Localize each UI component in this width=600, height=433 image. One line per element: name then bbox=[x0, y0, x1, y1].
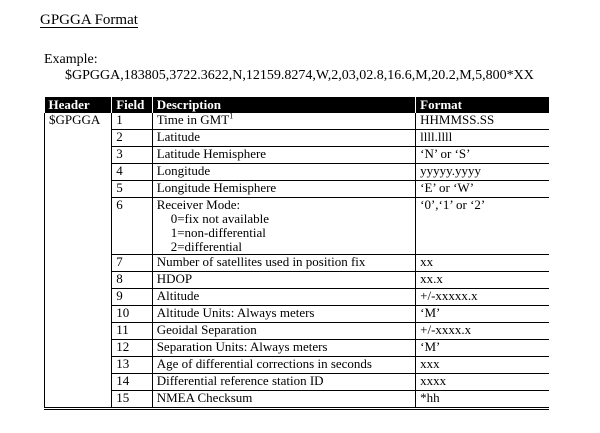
format-cell: +/-xxxx.x bbox=[416, 323, 549, 340]
gpgga-format-table bbox=[44, 97, 549, 408]
description-cell bbox=[152, 164, 415, 181]
header-cell bbox=[45, 391, 112, 408]
column-header-description: Description bbox=[152, 97, 415, 113]
field-number-cell: 13 bbox=[112, 357, 153, 374]
format-cell: HHMMSS.SS bbox=[416, 113, 549, 130]
table-row bbox=[45, 164, 550, 181]
description-cell bbox=[152, 323, 415, 340]
table-row bbox=[45, 255, 550, 272]
field-number-cell: 15 bbox=[112, 391, 153, 408]
field-number-cell: 11 bbox=[112, 323, 153, 340]
header-cell bbox=[45, 340, 112, 357]
description-text: Geoidal Separation bbox=[156, 322, 257, 337]
table-row bbox=[45, 147, 550, 164]
description-cell bbox=[152, 340, 415, 357]
table-row bbox=[45, 198, 550, 255]
format-cell: xxxx bbox=[416, 374, 549, 391]
description-text: Longitude bbox=[156, 163, 211, 178]
table-header-row bbox=[45, 97, 550, 113]
description-text: Separation Units: Always meters bbox=[156, 339, 328, 354]
header-cell bbox=[45, 130, 112, 147]
header-cell bbox=[45, 198, 112, 255]
description-cell bbox=[152, 147, 415, 164]
header-cell bbox=[45, 255, 112, 272]
field-number-cell: 5 bbox=[112, 181, 153, 198]
table-row bbox=[45, 357, 550, 374]
example-sentence: $GPGGA,183805,3722.3622,N,12159.8274,W,2,03,02.8,16.6,M,20.2,M,5,800*XX bbox=[65, 68, 534, 83]
header-cell bbox=[45, 323, 112, 340]
receiver-mode-option: 1=non-differential bbox=[170, 225, 266, 240]
format-cell: ‘E’ or ‘W’ bbox=[416, 181, 549, 198]
description-cell bbox=[152, 255, 415, 272]
description-text: Age of differential corrections in seconds bbox=[156, 356, 372, 371]
description-text: NMEA Checksum bbox=[156, 390, 253, 405]
field-number-cell: 6 bbox=[112, 198, 153, 255]
table-row bbox=[45, 374, 550, 391]
format-cell: *hh bbox=[416, 391, 549, 408]
header-cell bbox=[45, 272, 112, 289]
table-row bbox=[45, 340, 550, 357]
format-cell: llll.llll bbox=[416, 130, 549, 147]
header-cell bbox=[45, 289, 112, 306]
format-cell: ‘N’ or ‘S’ bbox=[416, 147, 549, 164]
footnote-marker: 1 bbox=[229, 111, 234, 121]
field-number-cell: 12 bbox=[112, 340, 153, 357]
header-cell bbox=[45, 374, 112, 391]
field-number-cell: 14 bbox=[112, 374, 153, 391]
table-row bbox=[45, 289, 550, 306]
description-cell bbox=[152, 306, 415, 323]
header-cell: $GPGGA bbox=[45, 113, 112, 130]
description-cell bbox=[152, 113, 415, 130]
format-cell: ‘M’ bbox=[416, 340, 549, 357]
description-text: Differential reference station ID bbox=[156, 373, 324, 388]
table-row bbox=[45, 391, 550, 408]
format-cell: yyyyy.yyyy bbox=[416, 164, 549, 181]
description-text: HDOP bbox=[156, 271, 193, 286]
table-row bbox=[45, 181, 550, 198]
description-text: Latitude bbox=[156, 129, 201, 144]
field-number-cell: 8 bbox=[112, 272, 153, 289]
field-number-cell: 2 bbox=[112, 130, 153, 147]
column-header-field: Field bbox=[112, 97, 153, 113]
description-cell bbox=[152, 357, 415, 374]
format-cell: xx bbox=[416, 255, 549, 272]
description-cell bbox=[152, 374, 415, 391]
description-text: Altitude Units: Always meters bbox=[156, 305, 315, 320]
table-row bbox=[45, 306, 550, 323]
receiver-mode-option: 2=differential bbox=[170, 239, 243, 254]
description-cell bbox=[152, 198, 415, 255]
header-cell bbox=[45, 181, 112, 198]
table-body bbox=[45, 113, 550, 408]
table-row bbox=[45, 323, 550, 340]
format-cell: xxx bbox=[416, 357, 549, 374]
example-label: Example: bbox=[44, 52, 98, 67]
description-text: Time in GMT bbox=[156, 112, 230, 127]
table-row bbox=[45, 272, 550, 289]
description-cell bbox=[152, 181, 415, 198]
description-text: Longitude Hemisphere bbox=[156, 180, 277, 195]
format-cell: ‘0’,‘1’ or ‘2’ bbox=[416, 198, 549, 255]
field-number-cell: 4 bbox=[112, 164, 153, 181]
description-text: Number of satellites used in position fix bbox=[156, 254, 366, 269]
field-number-cell: 3 bbox=[112, 147, 153, 164]
description-text: Latitude Hemisphere bbox=[156, 146, 267, 161]
description-cell bbox=[152, 391, 415, 408]
description-cell bbox=[152, 130, 415, 147]
field-number-cell: 9 bbox=[112, 289, 153, 306]
receiver-mode-option: 0=fix not available bbox=[170, 211, 270, 226]
header-cell bbox=[45, 357, 112, 374]
description-cell bbox=[152, 289, 415, 306]
header-cell bbox=[45, 164, 112, 181]
field-number-cell: 10 bbox=[112, 306, 153, 323]
column-header-format: Format bbox=[416, 97, 549, 113]
description-text: Receiver Mode: bbox=[156, 197, 241, 212]
format-cell: +/-xxxxx.x bbox=[416, 289, 549, 306]
field-number-cell: 1 bbox=[112, 113, 153, 130]
table-row bbox=[45, 130, 550, 147]
bottom-rule bbox=[44, 409, 549, 410]
format-cell: xx.x bbox=[416, 272, 549, 289]
page-title: GPGGA Format bbox=[40, 12, 138, 28]
column-header-header: Header bbox=[45, 97, 112, 113]
description-cell bbox=[152, 272, 415, 289]
field-number-cell: 7 bbox=[112, 255, 153, 272]
description-text: Altitude bbox=[156, 288, 200, 303]
header-cell bbox=[45, 147, 112, 164]
format-cell: ‘M’ bbox=[416, 306, 549, 323]
table-row bbox=[45, 113, 550, 130]
header-cell bbox=[45, 306, 112, 323]
